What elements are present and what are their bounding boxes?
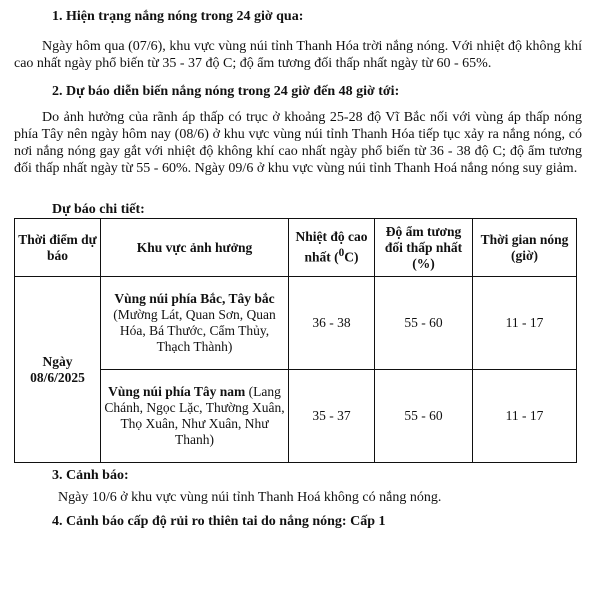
region-title: Vùng núi phía Tây nam xyxy=(108,384,246,399)
section4-heading: 4. Cảnh báo cấp độ rủi ro thiên tai do nắng nóng: Cấp 1 xyxy=(52,514,386,529)
section1-heading: 1. Hiện trạng nắng nóng trong 24 giờ qua: xyxy=(52,9,304,24)
table-row xyxy=(15,277,577,370)
temp-cell: 35 - 37 xyxy=(289,370,375,463)
header-duration: Thời gian nóng (giờ) xyxy=(473,219,577,277)
section3-body: Ngày 10/6 ở khu vực vùng núi tỉnh Thanh Hoá không có nắng nóng. xyxy=(58,490,442,505)
region-cell xyxy=(101,277,289,370)
forecast-table xyxy=(14,218,577,463)
header-temp-prefix: Nhiệt độ cao nhất ( xyxy=(295,229,368,265)
header-temp-sup: 0 xyxy=(338,247,345,260)
header-temp-suffix: C) xyxy=(344,249,359,265)
temp-cell: 36 - 38 xyxy=(289,277,375,370)
region-cell xyxy=(101,370,289,463)
humidity-cell: 55 - 60 xyxy=(375,277,473,370)
duration-cell: 11 - 17 xyxy=(473,277,577,370)
forecast-date: Ngày 08/6/2025 xyxy=(15,277,101,463)
header-region: Khu vực ảnh hưởng xyxy=(101,219,289,277)
section3-heading: 3. Cảnh báo: xyxy=(52,468,129,483)
table-header-row xyxy=(15,219,577,277)
region-title: Vùng núi phía Bắc, Tây bắc xyxy=(114,291,275,306)
header-humidity: Độ ẩm tương đối thấp nhất (%) xyxy=(375,219,473,277)
table-caption: Dự báo chi tiết: xyxy=(52,202,145,217)
section2-heading: 2. Dự báo diễn biến nắng nóng trong 24 giờ đến 48 giờ tới: xyxy=(52,84,400,99)
header-temp xyxy=(289,219,375,277)
header-time: Thời điểm dự báo xyxy=(15,219,101,277)
humidity-cell: 55 - 60 xyxy=(375,370,473,463)
duration-cell: 11 - 17 xyxy=(473,370,577,463)
section1-body: Ngày hôm qua (07/6), khu vực vùng núi tỉnh Thanh Hóa trời nắng nóng. Với nhiệt độ không khí cao nhất ngày phổ biến từ 35 - 37 độ C; độ ẩm tương đối thấp nhất ngày từ 60 - 65%. xyxy=(14,39,582,71)
region-detail: (Lang Chánh, Ngọc Lặc, Thường Xuân, Thọ Xuân, Như Xuân, Như Thanh) xyxy=(104,384,285,447)
region-detail: (Mường Lát, Quan Sơn, Quan Hóa, Bá Thước, Cẩm Thủy, Thạch Thành) xyxy=(113,307,276,354)
section2-body: Do ảnh hưởng của rãnh áp thấp có trục ở khoảng 25-28 độ Vĩ Bắc nối với vùng áp thấp nóng phía Tây nên ngày hôm nay (08/6) ở khu vực vùng núi tỉnh Thanh Hóa tiếp tục xảy ra nắng nóng, có nơi nắng nóng gay gắt với nhiệt độ không khí cao nhất ngày phổ biến từ 36 - 38 độ C; độ ẩm tương đối thấp nhất ngày từ 55 - 60%. Ngày 09/6 ở khu vực vùng núi tỉnh Thanh Hoá nắng nóng suy giảm. xyxy=(14,110,582,176)
